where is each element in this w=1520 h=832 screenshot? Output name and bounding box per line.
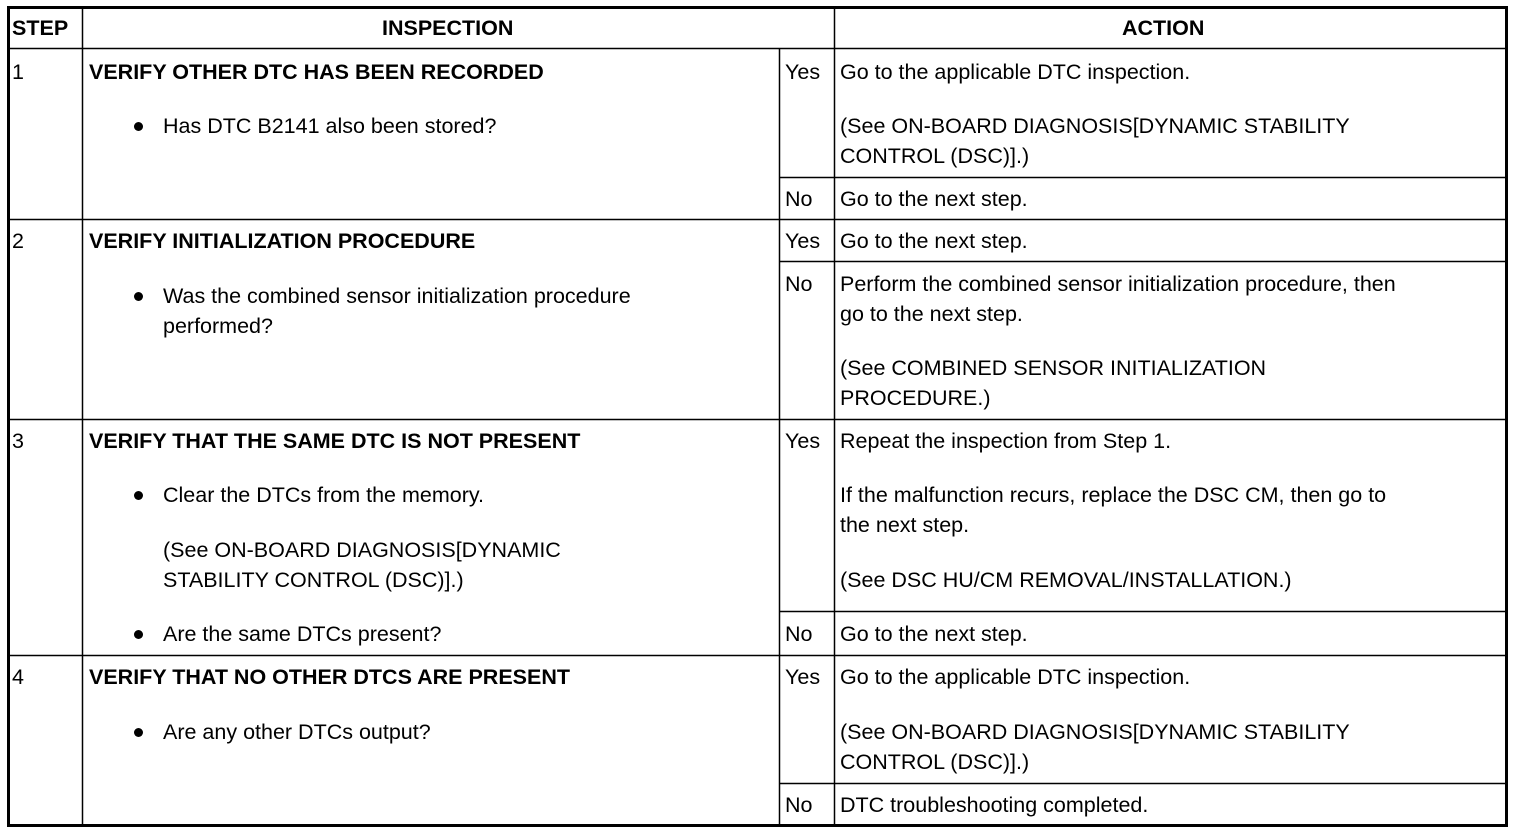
header-inspection: INSPECTION: [382, 16, 514, 40]
action-text: go to the next step.: [840, 302, 1023, 326]
action-text: DTC troubleshooting completed.: [840, 793, 1149, 817]
inspection-text: Has DTC B2141 also been stored?: [163, 114, 497, 138]
inspection-text: Are the same DTCs present?: [163, 622, 442, 646]
inspection-text: Clear the DTCs from the memory.: [163, 483, 484, 507]
action-text: (See COMBINED SENSOR INITIALIZATION: [840, 356, 1267, 380]
inspection-title: VERIFY OTHER DTC HAS BEEN RECORDED: [89, 60, 544, 84]
action-text: Go to the next step.: [840, 622, 1028, 646]
header-action: ACTION: [1122, 16, 1205, 40]
inspection-text: STABILITY CONTROL (DSC)].): [163, 568, 464, 592]
action-text: Go to the next step.: [840, 229, 1028, 253]
action-text: the next step.: [840, 513, 970, 537]
yes-label: Yes: [785, 60, 821, 84]
inspection-text: Are any other DTCs output?: [163, 720, 431, 744]
step-number: 1: [12, 60, 24, 84]
header-step: STEP: [12, 16, 69, 40]
action-text: CONTROL (DSC)].): [840, 144, 1030, 168]
action-text: Go to the next step.: [840, 187, 1028, 211]
bullet-icon: [134, 728, 143, 737]
action-text: PROCEDURE.): [840, 386, 991, 410]
action-text: (See ON-BOARD DIAGNOSIS[DYNAMIC STABILITY: [840, 720, 1350, 744]
no-label: No: [785, 272, 813, 296]
action-text: Go to the applicable DTC inspection.: [840, 665, 1191, 689]
action-text: Perform the combined sensor initialization procedure, then: [840, 272, 1396, 296]
yes-label: Yes: [785, 665, 821, 689]
bullet-icon: [134, 292, 143, 301]
step-number: 3: [12, 429, 24, 453]
inspection-title: VERIFY INITIALIZATION PROCEDURE: [89, 229, 476, 253]
action-text: Repeat the inspection from Step 1.: [840, 429, 1172, 453]
no-label: No: [785, 622, 813, 646]
action-text: (See DSC HU/CM REMOVAL/INSTALLATION.): [840, 568, 1292, 592]
inspection-text: Was the combined sensor initialization procedure: [163, 284, 631, 308]
action-text: Go to the applicable DTC inspection.: [840, 60, 1191, 84]
inspection-title: VERIFY THAT NO OTHER DTCS ARE PRESENT: [89, 665, 570, 689]
inspection-text: performed?: [163, 314, 273, 338]
yes-label: Yes: [785, 229, 821, 253]
bullet-icon: [134, 630, 143, 639]
bullet-icon: [134, 491, 143, 500]
action-text: (See ON-BOARD DIAGNOSIS[DYNAMIC STABILITY: [840, 114, 1350, 138]
inspection-title: VERIFY THAT THE SAME DTC IS NOT PRESENT: [89, 429, 581, 453]
bullet-icon: [134, 122, 143, 131]
yes-label: Yes: [785, 429, 821, 453]
action-text: If the malfunction recurs, replace the DSC CM, then go to: [840, 483, 1387, 507]
step-number: 4: [12, 665, 24, 689]
step-number: 2: [12, 229, 24, 253]
action-text: CONTROL (DSC)].): [840, 750, 1030, 774]
no-label: No: [785, 793, 813, 817]
inspection-text: (See ON-BOARD DIAGNOSIS[DYNAMIC: [163, 538, 561, 562]
no-label: No: [785, 187, 813, 211]
